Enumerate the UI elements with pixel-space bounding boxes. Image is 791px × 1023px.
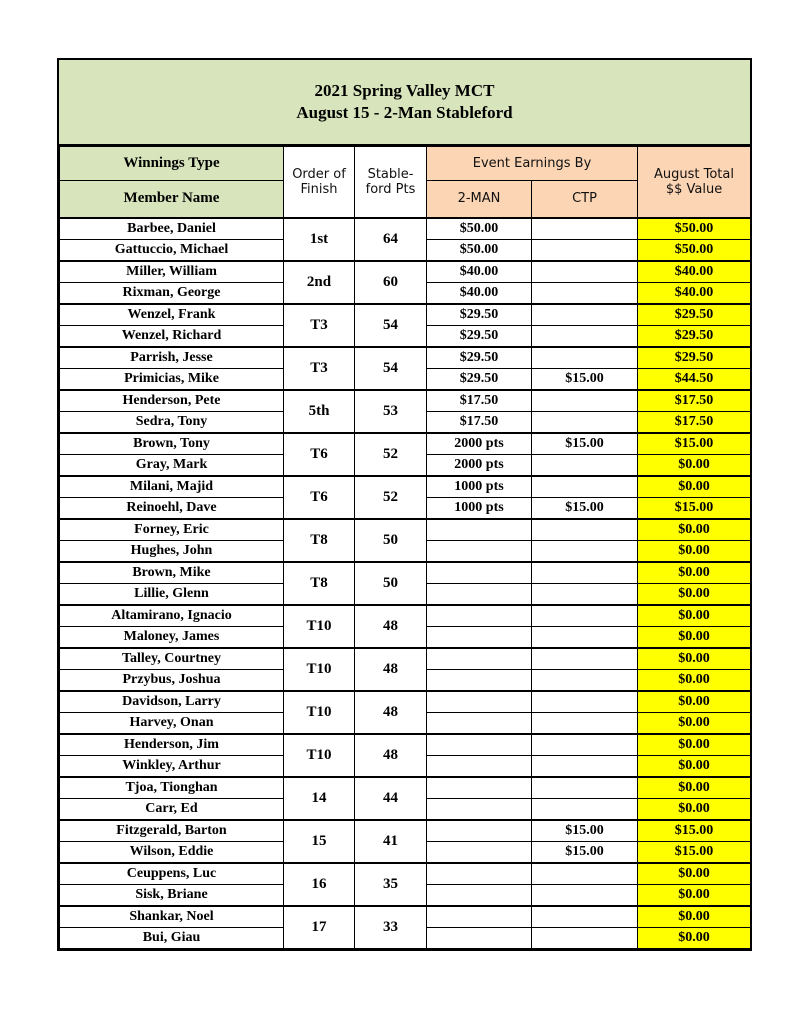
member-name: Rixman, George (60, 282, 284, 304)
august-total-value: $29.50 (638, 304, 751, 326)
august-total-value: $0.00 (638, 777, 751, 799)
stableford-points: 50 (355, 562, 427, 605)
two-man-earnings (427, 798, 532, 820)
member-name: Brown, Mike (60, 562, 284, 584)
finish-place: T8 (284, 562, 355, 605)
ctp-earnings (532, 863, 638, 885)
finish-place: T6 (284, 476, 355, 519)
ctp-earnings (532, 476, 638, 498)
two-man-earnings (427, 562, 532, 584)
results-body (60, 218, 751, 949)
member-name: Sedra, Tony (60, 411, 284, 433)
ctp-earnings (532, 669, 638, 691)
ctp-earnings (532, 261, 638, 283)
ctp-earnings (532, 755, 638, 777)
finish-place: T10 (284, 691, 355, 734)
august-total-value: $0.00 (638, 691, 751, 713)
two-man-earnings (427, 669, 532, 691)
table-row (60, 691, 751, 713)
table-row (60, 562, 751, 584)
table-row (60, 261, 751, 283)
ctp-earnings (532, 884, 638, 906)
member-name: Przybus, Joshua (60, 669, 284, 691)
member-name: Gattuccio, Michael (60, 239, 284, 261)
august-total-label-1: August Total (654, 166, 734, 182)
ctp-earnings (532, 583, 638, 605)
two-man-earnings: $29.50 (427, 368, 532, 390)
table-row (60, 433, 751, 455)
august-total-value: $40.00 (638, 282, 751, 304)
member-name: Barbee, Daniel (60, 218, 284, 240)
stableford-points: 48 (355, 605, 427, 648)
title-line-1: 2021 Spring Valley MCT (314, 81, 495, 100)
ctp-earnings: $15.00 (532, 841, 638, 863)
member-name: Henderson, Jim (60, 734, 284, 756)
august-total-value: $29.50 (638, 325, 751, 347)
member-name-header: Member Name (60, 181, 284, 218)
member-name: Forney, Eric (60, 519, 284, 541)
member-name: Hughes, John (60, 540, 284, 562)
stableford-header (355, 147, 427, 218)
stableford-points: 50 (355, 519, 427, 562)
results-sheet (57, 58, 752, 951)
table-row (60, 390, 751, 412)
stableford-points: 60 (355, 261, 427, 304)
stableford-points: 48 (355, 734, 427, 777)
stableford-points: 41 (355, 820, 427, 863)
august-total-value: $17.50 (638, 411, 751, 433)
member-name: Gray, Mark (60, 454, 284, 476)
results-table (59, 146, 751, 949)
finish-place: T6 (284, 433, 355, 476)
stableford-label-2: ford Pts (365, 181, 416, 197)
finish-place: T10 (284, 605, 355, 648)
august-total-value: $0.00 (638, 605, 751, 627)
stableford-points: 53 (355, 390, 427, 433)
table-row (60, 605, 751, 627)
august-total-value: $0.00 (638, 863, 751, 885)
finish-place: T3 (284, 347, 355, 390)
member-name: Harvey, Onan (60, 712, 284, 734)
finish-place: 14 (284, 777, 355, 820)
august-total-value: $15.00 (638, 497, 751, 519)
two-man-earnings: $40.00 (427, 261, 532, 283)
august-total-value: $44.50 (638, 368, 751, 390)
august-total-value: $40.00 (638, 261, 751, 283)
member-name: Henderson, Pete (60, 390, 284, 412)
stableford-points: 48 (355, 648, 427, 691)
ctp-earnings (532, 777, 638, 799)
stableford-points: 52 (355, 476, 427, 519)
two-man-earnings (427, 906, 532, 928)
ctp-earnings (532, 347, 638, 369)
ctp-earnings: $15.00 (532, 820, 638, 842)
member-name: Wenzel, Frank (60, 304, 284, 326)
two-man-earnings (427, 841, 532, 863)
stableford-points: 44 (355, 777, 427, 820)
table-row (60, 218, 751, 240)
two-man-earnings (427, 927, 532, 948)
stableford-points: 52 (355, 433, 427, 476)
ctp-earnings (532, 325, 638, 347)
two-man-earnings: $29.50 (427, 304, 532, 326)
august-total-value: $0.00 (638, 626, 751, 648)
two-man-earnings: $29.50 (427, 347, 532, 369)
august-total-value: $50.00 (638, 218, 751, 240)
member-name: Tjoa, Tionghan (60, 777, 284, 799)
two-man-earnings: $17.50 (427, 390, 532, 412)
ctp-earnings (532, 239, 638, 261)
ctp-earnings (532, 218, 638, 240)
two-man-earnings: $17.50 (427, 411, 532, 433)
member-name: Milani, Majid (60, 476, 284, 498)
august-total-value: $0.00 (638, 755, 751, 777)
august-total-value: $0.00 (638, 519, 751, 541)
table-row (60, 476, 751, 498)
member-name: Shankar, Noel (60, 906, 284, 928)
august-total-value: $0.00 (638, 906, 751, 928)
member-name: Lillie, Glenn (60, 583, 284, 605)
two-man-earnings (427, 712, 532, 734)
member-name: Altamirano, Ignacio (60, 605, 284, 627)
ctp-earnings (532, 304, 638, 326)
finish-place: 1st (284, 218, 355, 261)
member-name: Davidson, Larry (60, 691, 284, 713)
ctp-earnings (532, 712, 638, 734)
ctp-earnings (532, 282, 638, 304)
august-total-value: $0.00 (638, 583, 751, 605)
ctp-header: CTP (532, 181, 638, 218)
ctp-earnings (532, 626, 638, 648)
two-man-earnings (427, 734, 532, 756)
order-of-finish-label-1: Order of (292, 166, 346, 182)
two-man-earnings: 2000 pts (427, 454, 532, 476)
member-name: Ceuppens, Luc (60, 863, 284, 885)
august-total-value: $15.00 (638, 433, 751, 455)
two-man-earnings (427, 820, 532, 842)
stableford-points: 54 (355, 347, 427, 390)
finish-place: 16 (284, 863, 355, 906)
two-man-earnings: $50.00 (427, 239, 532, 261)
member-name: Wenzel, Richard (60, 325, 284, 347)
two-man-earnings (427, 626, 532, 648)
august-total-label-2: $$ Value (665, 181, 723, 197)
two-man-earnings: $40.00 (427, 282, 532, 304)
two-man-earnings: 2000 pts (427, 433, 532, 455)
two-man-earnings: $50.00 (427, 218, 532, 240)
august-total-value: $0.00 (638, 454, 751, 476)
ctp-earnings (532, 411, 638, 433)
finish-place: 5th (284, 390, 355, 433)
member-name: Reinoehl, Dave (60, 497, 284, 519)
august-total-value: $0.00 (638, 884, 751, 906)
two-man-earnings (427, 605, 532, 627)
member-name: Fitzgerald, Barton (60, 820, 284, 842)
stableford-points: 54 (355, 304, 427, 347)
ctp-earnings (532, 648, 638, 670)
two-man-earnings (427, 863, 532, 885)
order-of-finish-label-2: Finish (300, 181, 338, 197)
two-man-earnings (427, 755, 532, 777)
table-row (60, 777, 751, 799)
table-row (60, 734, 751, 756)
finish-place: 17 (284, 906, 355, 949)
finish-place: 2nd (284, 261, 355, 304)
table-row (60, 863, 751, 885)
member-name: Carr, Ed (60, 798, 284, 820)
stableford-points: 64 (355, 218, 427, 261)
ctp-earnings: $15.00 (532, 368, 638, 390)
member-name: Winkley, Arthur (60, 755, 284, 777)
ctp-earnings (532, 519, 638, 541)
ctp-earnings (532, 562, 638, 584)
two-man-earnings (427, 583, 532, 605)
event-earnings-header: Event Earnings By (427, 147, 638, 181)
finish-place: 15 (284, 820, 355, 863)
member-name: Bui, Giau (60, 927, 284, 948)
ctp-earnings (532, 691, 638, 713)
august-total-header (638, 147, 751, 218)
ctp-earnings (532, 540, 638, 562)
august-total-value: $0.00 (638, 648, 751, 670)
table-row (60, 519, 751, 541)
member-name: Talley, Courtney (60, 648, 284, 670)
title-line-2: August 15 - 2-Man Stableford (296, 103, 513, 122)
finish-place: T8 (284, 519, 355, 562)
title-banner (59, 60, 750, 146)
member-name: Parrish, Jesse (60, 347, 284, 369)
ctp-earnings (532, 454, 638, 476)
ctp-earnings (532, 605, 638, 627)
august-total-value: $0.00 (638, 712, 751, 734)
two-man-earnings: $29.50 (427, 325, 532, 347)
member-name: Brown, Tony (60, 433, 284, 455)
order-of-finish-header (284, 147, 355, 218)
table-row (60, 820, 751, 842)
member-name: Miller, William (60, 261, 284, 283)
august-total-value: $50.00 (638, 239, 751, 261)
august-total-value: $15.00 (638, 820, 751, 842)
member-name: Sisk, Briane (60, 884, 284, 906)
august-total-value: $0.00 (638, 476, 751, 498)
table-row (60, 906, 751, 928)
august-total-value: $0.00 (638, 562, 751, 584)
stableford-label-1: Stable- (367, 166, 414, 182)
august-total-value: $15.00 (638, 841, 751, 863)
august-total-value: $0.00 (638, 669, 751, 691)
ctp-earnings: $15.00 (532, 433, 638, 455)
stableford-points: 35 (355, 863, 427, 906)
ctp-earnings (532, 798, 638, 820)
member-name: Wilson, Eddie (60, 841, 284, 863)
august-total-value: $29.50 (638, 347, 751, 369)
august-total-value: $0.00 (638, 798, 751, 820)
two-man-earnings (427, 540, 532, 562)
member-name: Maloney, James (60, 626, 284, 648)
august-total-value: $0.00 (638, 927, 751, 948)
winnings-type-header: Winnings Type (60, 147, 284, 181)
ctp-earnings (532, 390, 638, 412)
table-row (60, 304, 751, 326)
two-man-header: 2-MAN (427, 181, 532, 218)
table-row (60, 347, 751, 369)
two-man-earnings (427, 777, 532, 799)
august-total-value: $0.00 (638, 540, 751, 562)
ctp-earnings: $15.00 (532, 497, 638, 519)
ctp-earnings (532, 906, 638, 928)
stableford-points: 48 (355, 691, 427, 734)
finish-place: T10 (284, 734, 355, 777)
two-man-earnings (427, 691, 532, 713)
stableford-points: 33 (355, 906, 427, 949)
two-man-earnings (427, 519, 532, 541)
two-man-earnings (427, 648, 532, 670)
table-row (60, 648, 751, 670)
two-man-earnings: 1000 pts (427, 476, 532, 498)
two-man-earnings: 1000 pts (427, 497, 532, 519)
two-man-earnings (427, 884, 532, 906)
finish-place: T3 (284, 304, 355, 347)
finish-place: T10 (284, 648, 355, 691)
august-total-value: $17.50 (638, 390, 751, 412)
august-total-value: $0.00 (638, 734, 751, 756)
ctp-earnings (532, 734, 638, 756)
ctp-earnings (532, 927, 638, 948)
member-name: Primicias, Mike (60, 368, 284, 390)
